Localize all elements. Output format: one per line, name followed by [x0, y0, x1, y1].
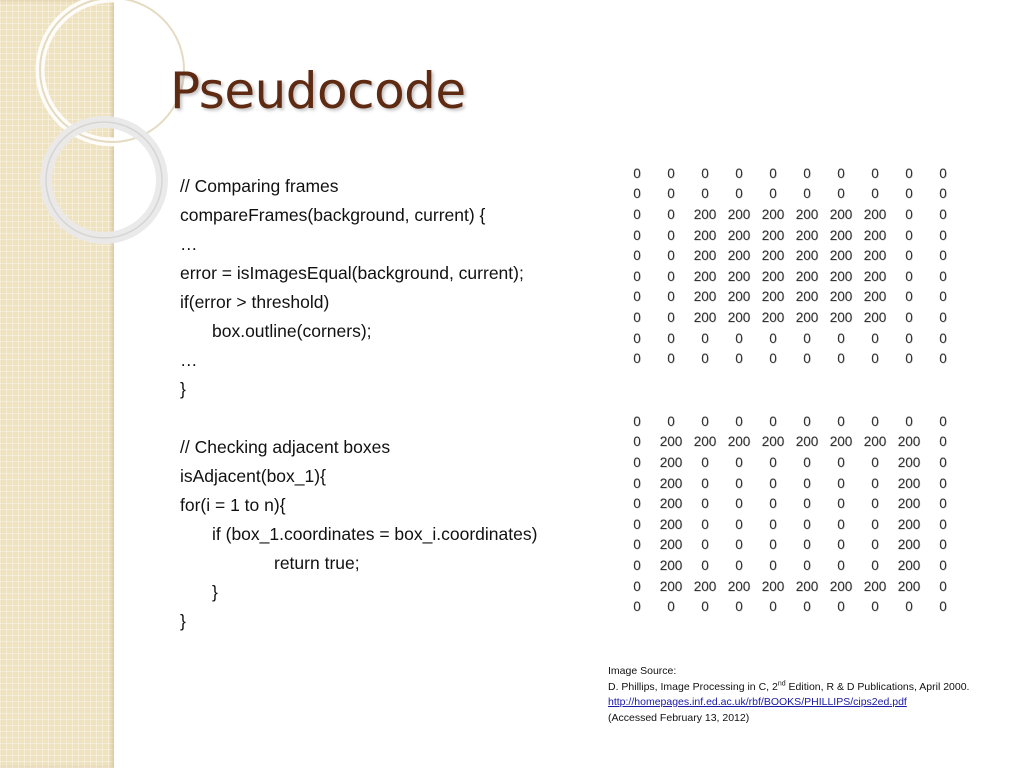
source-heading: Image Source: [608, 665, 677, 677]
matrix-cell: 200 [863, 289, 887, 305]
matrix-cell: 200 [829, 248, 853, 264]
matrix-row [620, 411, 960, 432]
code-line: return true; [274, 553, 360, 573]
matrix-cell: 200 [795, 268, 819, 284]
matrix-cell: 0 [939, 454, 947, 470]
matrix-cell: 0 [905, 227, 913, 243]
matrix-cell: 0 [701, 186, 709, 202]
matrix-cell: 200 [863, 268, 887, 284]
matrix-cell: 200 [761, 434, 785, 450]
matrix-cell: 0 [633, 268, 641, 284]
code-line: … [180, 350, 198, 370]
image-source-citation [608, 664, 969, 726]
matrix-cell: 0 [803, 186, 811, 202]
matrix-cell: 0 [701, 454, 709, 470]
matrix-cell: 200 [761, 289, 785, 305]
matrix-filled-region [620, 163, 960, 369]
matrix-cell: 200 [863, 227, 887, 243]
matrix-cell: 0 [633, 496, 641, 512]
matrix-cell: 0 [905, 599, 913, 615]
matrix-cell: 200 [693, 289, 717, 305]
matrix-cell: 200 [727, 289, 751, 305]
matrix-row [620, 493, 960, 514]
matrix-cell: 0 [939, 248, 947, 264]
matrix-cell: 200 [693, 434, 717, 450]
code-line: … [180, 234, 198, 254]
matrix-cell: 0 [871, 496, 879, 512]
matrix-cell: 0 [769, 475, 777, 491]
matrix-cell: 200 [761, 248, 785, 264]
code-line [180, 404, 590, 433]
matrix-cell: 0 [701, 557, 709, 573]
matrix-cell: 0 [667, 248, 675, 264]
matrix-cell: 0 [735, 496, 743, 512]
matrix-cell: 200 [897, 578, 921, 594]
matrix-cell: 0 [837, 186, 845, 202]
matrix-cell: 0 [837, 351, 845, 367]
matrix-cell: 200 [659, 537, 683, 553]
matrix-cell: 0 [803, 537, 811, 553]
matrix-cell: 0 [905, 330, 913, 346]
matrix-cell: 0 [803, 599, 811, 615]
matrix-cell: 200 [795, 227, 819, 243]
matrix-cell: 200 [829, 268, 853, 284]
matrix-cell: 0 [769, 496, 777, 512]
matrix-cell: 0 [701, 599, 709, 615]
matrix-cell: 0 [633, 351, 641, 367]
matrix-cell: 200 [727, 268, 751, 284]
matrix-cell: 0 [667, 268, 675, 284]
source-citation: D. Phillips, Image Processing in C, 2nd Edition, R & D Publications, April 2000. [608, 680, 970, 693]
matrix-row [620, 473, 960, 494]
matrix-row [620, 307, 960, 328]
matrix-cell: 0 [939, 330, 947, 346]
matrix-row [620, 163, 960, 184]
code-line: if(error > threshold) [180, 292, 330, 312]
matrix-cell: 200 [761, 309, 785, 325]
matrix-cell: 0 [633, 454, 641, 470]
matrix-cell: 0 [939, 227, 947, 243]
code-line: for(i = 1 to n){ [180, 495, 286, 515]
matrix-cell: 200 [693, 206, 717, 222]
matrix-cell: 200 [659, 475, 683, 491]
matrix-cell: 0 [837, 330, 845, 346]
matrix-cell: 0 [633, 309, 641, 325]
matrix-cell: 200 [727, 434, 751, 450]
source-accessed: (Accessed February 13, 2012) [608, 711, 750, 724]
matrix-cell: 0 [769, 351, 777, 367]
matrix-cell: 0 [803, 413, 811, 429]
matrix-row [620, 555, 960, 576]
matrix-cell: 0 [701, 516, 709, 532]
matrix-cell: 0 [939, 268, 947, 284]
matrix-cell: 0 [803, 516, 811, 532]
matrix-cell: 0 [633, 475, 641, 491]
matrix-cell: 0 [939, 557, 947, 573]
matrix-cell: 200 [829, 578, 853, 594]
matrix-cell: 0 [667, 289, 675, 305]
matrix-cell: 0 [803, 496, 811, 512]
matrix-cell: 0 [667, 351, 675, 367]
matrix-cell: 200 [795, 206, 819, 222]
matrix-cell: 0 [701, 330, 709, 346]
matrix-cell: 0 [633, 516, 641, 532]
matrix-row [620, 245, 960, 266]
matrix-cell: 0 [769, 330, 777, 346]
matrix-cell: 0 [837, 475, 845, 491]
matrix-cell: 0 [667, 599, 675, 615]
matrix-cell: 0 [803, 165, 811, 181]
matrix-cell: 200 [897, 537, 921, 553]
matrix-cell: 0 [871, 516, 879, 532]
matrix-cell: 0 [769, 454, 777, 470]
matrix-cell: 200 [897, 475, 921, 491]
matrix-cell: 200 [863, 206, 887, 222]
matrix-row [620, 204, 960, 225]
matrix-cell: 0 [837, 537, 845, 553]
matrix-cell: 0 [633, 599, 641, 615]
matrix-cell: 0 [939, 475, 947, 491]
matrix-cell: 0 [735, 351, 743, 367]
matrix-cell: 200 [795, 309, 819, 325]
matrix-cell: 0 [667, 330, 675, 346]
code-line: if (box_1.coordinates = box_i.coordinates) [212, 524, 538, 544]
matrix-cell: 0 [803, 351, 811, 367]
matrix-cell: 0 [939, 206, 947, 222]
matrix-cell: 0 [803, 330, 811, 346]
matrix-cell: 0 [633, 165, 641, 181]
matrix-cell: 0 [871, 413, 879, 429]
matrix-cell: 200 [829, 434, 853, 450]
matrix-cell: 0 [837, 516, 845, 532]
matrix-cell: 0 [939, 516, 947, 532]
matrix-cell: 0 [735, 413, 743, 429]
matrix-cell: 200 [659, 557, 683, 573]
matrix-cell: 200 [761, 227, 785, 243]
matrix-cell: 0 [667, 186, 675, 202]
matrix-cell: 0 [633, 330, 641, 346]
matrix-cell: 200 [727, 578, 751, 594]
matrix-cell: 0 [735, 599, 743, 615]
code-line: } [212, 582, 218, 602]
matrix-cell: 200 [761, 206, 785, 222]
matrix-cell: 200 [693, 248, 717, 264]
matrix-cell: 0 [939, 413, 947, 429]
matrix-cell: 0 [803, 475, 811, 491]
matrix-row [620, 287, 960, 308]
matrix-cell: 0 [633, 227, 641, 243]
matrix-cell: 0 [905, 206, 913, 222]
matrix-cell: 0 [939, 599, 947, 615]
matrix-cell: 0 [905, 165, 913, 181]
code-line: error = isImagesEqual(background, current); [180, 263, 524, 283]
matrix-cell: 200 [659, 496, 683, 512]
matrix-cell: 0 [769, 165, 777, 181]
matrix-cell: 0 [633, 578, 641, 594]
matrix-cell: 200 [693, 309, 717, 325]
matrix-cell: 0 [701, 537, 709, 553]
matrix-cell: 0 [667, 413, 675, 429]
matrix-cell: 200 [863, 434, 887, 450]
matrix-cell: 0 [837, 599, 845, 615]
matrix-cell: 200 [727, 309, 751, 325]
matrix-cell: 0 [633, 248, 641, 264]
matrix-cell: 200 [863, 309, 887, 325]
matrix-cell: 0 [735, 475, 743, 491]
matrix-cell: 200 [727, 248, 751, 264]
matrix-row [620, 225, 960, 246]
pseudocode-block [180, 172, 590, 636]
matrix-cell: 0 [735, 537, 743, 553]
matrix-cell: 200 [693, 578, 717, 594]
matrix-cell: 0 [905, 289, 913, 305]
matrix-cell: 0 [939, 186, 947, 202]
matrix-cell: 200 [727, 227, 751, 243]
matrix-row [620, 348, 960, 369]
matrix-cell: 0 [905, 268, 913, 284]
matrix-row [620, 452, 960, 473]
matrix-cell: 200 [727, 206, 751, 222]
matrix-row [620, 596, 960, 617]
matrix-cell: 0 [633, 289, 641, 305]
matrix-cell: 0 [633, 186, 641, 202]
matrix-cell: 200 [897, 496, 921, 512]
matrix-cell: 0 [939, 309, 947, 325]
matrix-cell: 0 [769, 557, 777, 573]
decorative-rings [0, 0, 160, 260]
code-line: box.outline(corners); [212, 321, 372, 341]
matrix-cell: 0 [939, 165, 947, 181]
matrix-cell: 200 [795, 248, 819, 264]
matrix-cell: 200 [659, 434, 683, 450]
matrix-cell: 0 [837, 165, 845, 181]
code-line: // Comparing frames [180, 176, 339, 196]
matrix-cell: 0 [667, 165, 675, 181]
matrix-cell: 200 [897, 516, 921, 532]
matrix-row [620, 514, 960, 535]
matrix-cell: 0 [939, 289, 947, 305]
matrix-cell: 0 [837, 496, 845, 512]
matrix-cell: 0 [633, 557, 641, 573]
matrix-cell: 0 [769, 537, 777, 553]
matrix-cell: 0 [905, 413, 913, 429]
matrix-cell: 0 [871, 475, 879, 491]
matrix-cell: 0 [735, 186, 743, 202]
matrix-cell: 0 [735, 330, 743, 346]
matrix-cell: 0 [633, 413, 641, 429]
matrix-cell: 0 [633, 434, 641, 450]
matrix-row [620, 328, 960, 349]
matrix-cell: 200 [795, 289, 819, 305]
matrix-cell: 200 [863, 578, 887, 594]
matrix-cell: 0 [667, 206, 675, 222]
matrix-cell: 200 [761, 578, 785, 594]
matrix-cell: 0 [701, 496, 709, 512]
matrix-cell: 0 [939, 578, 947, 594]
matrix-cell: 0 [803, 557, 811, 573]
matrix-cell: 0 [939, 434, 947, 450]
matrix-cell: 0 [837, 557, 845, 573]
matrix-cell: 0 [769, 599, 777, 615]
code-line: // Checking adjacent boxes [180, 437, 391, 457]
matrix-row [620, 266, 960, 287]
matrix-cell: 200 [863, 248, 887, 264]
matrix-cell: 0 [769, 413, 777, 429]
matrix-row [620, 535, 960, 556]
matrix-cell: 0 [871, 454, 879, 470]
source-link[interactable]: http://homepages.inf.ed.ac.uk/rbf/BOOKS/PHILLIPS/cips2ed.pdf [608, 696, 907, 708]
matrix-cell: 0 [769, 186, 777, 202]
matrix-cell: 0 [871, 351, 879, 367]
matrix-cell: 0 [939, 351, 947, 367]
matrix-cell: 0 [735, 165, 743, 181]
matrix-cell: 0 [905, 186, 913, 202]
matrix-cell: 0 [701, 475, 709, 491]
matrix-cell: 200 [897, 454, 921, 470]
matrix-cell: 0 [735, 516, 743, 532]
matrix-cell: 0 [871, 557, 879, 573]
matrix-row [620, 432, 960, 453]
matrix-outline-region [620, 411, 960, 617]
matrix-cell: 0 [871, 186, 879, 202]
matrix-cell: 0 [871, 599, 879, 615]
matrix-cell: 200 [659, 454, 683, 470]
matrix-cell: 0 [667, 227, 675, 243]
matrix-cell: 0 [905, 248, 913, 264]
code-line: } [180, 611, 186, 631]
matrix-cell: 0 [905, 309, 913, 325]
matrix-cell: 200 [795, 578, 819, 594]
matrix-cell: 0 [633, 537, 641, 553]
matrix-cell: 0 [837, 454, 845, 470]
matrix-row [620, 184, 960, 205]
matrix-cell: 0 [701, 165, 709, 181]
matrix-cell: 0 [769, 516, 777, 532]
matrix-row [620, 576, 960, 597]
matrix-cell: 200 [795, 434, 819, 450]
matrix-cell: 200 [829, 206, 853, 222]
matrix-cell: 0 [633, 206, 641, 222]
matrix-cell: 200 [659, 516, 683, 532]
matrix-cell: 0 [837, 413, 845, 429]
matrix-cell: 200 [829, 309, 853, 325]
matrix-cell: 200 [761, 268, 785, 284]
matrix-cell: 200 [693, 227, 717, 243]
matrix-cell: 0 [735, 454, 743, 470]
matrix-cell: 0 [939, 537, 947, 553]
matrix-cell: 200 [659, 578, 683, 594]
matrix-cell: 0 [939, 496, 947, 512]
matrix-cell: 0 [701, 351, 709, 367]
matrix-cell: 200 [693, 268, 717, 284]
matrix-cell: 200 [897, 434, 921, 450]
matrix-cell: 0 [871, 330, 879, 346]
matrix-cell: 200 [829, 289, 853, 305]
code-line: isAdjacent(box_1){ [180, 466, 326, 486]
matrix-cell: 0 [701, 413, 709, 429]
code-line: } [180, 379, 186, 399]
matrix-cell: 0 [871, 165, 879, 181]
matrix-cell: 0 [735, 557, 743, 573]
matrix-cell: 200 [829, 227, 853, 243]
matrix-cell: 0 [905, 351, 913, 367]
matrix-cell: 0 [667, 309, 675, 325]
slide-title: Pseudocode [170, 62, 466, 120]
matrix-cell: 200 [897, 557, 921, 573]
code-line: compareFrames(background, current) { [180, 205, 486, 225]
matrix-cell: 0 [803, 454, 811, 470]
matrix-cell: 0 [871, 537, 879, 553]
